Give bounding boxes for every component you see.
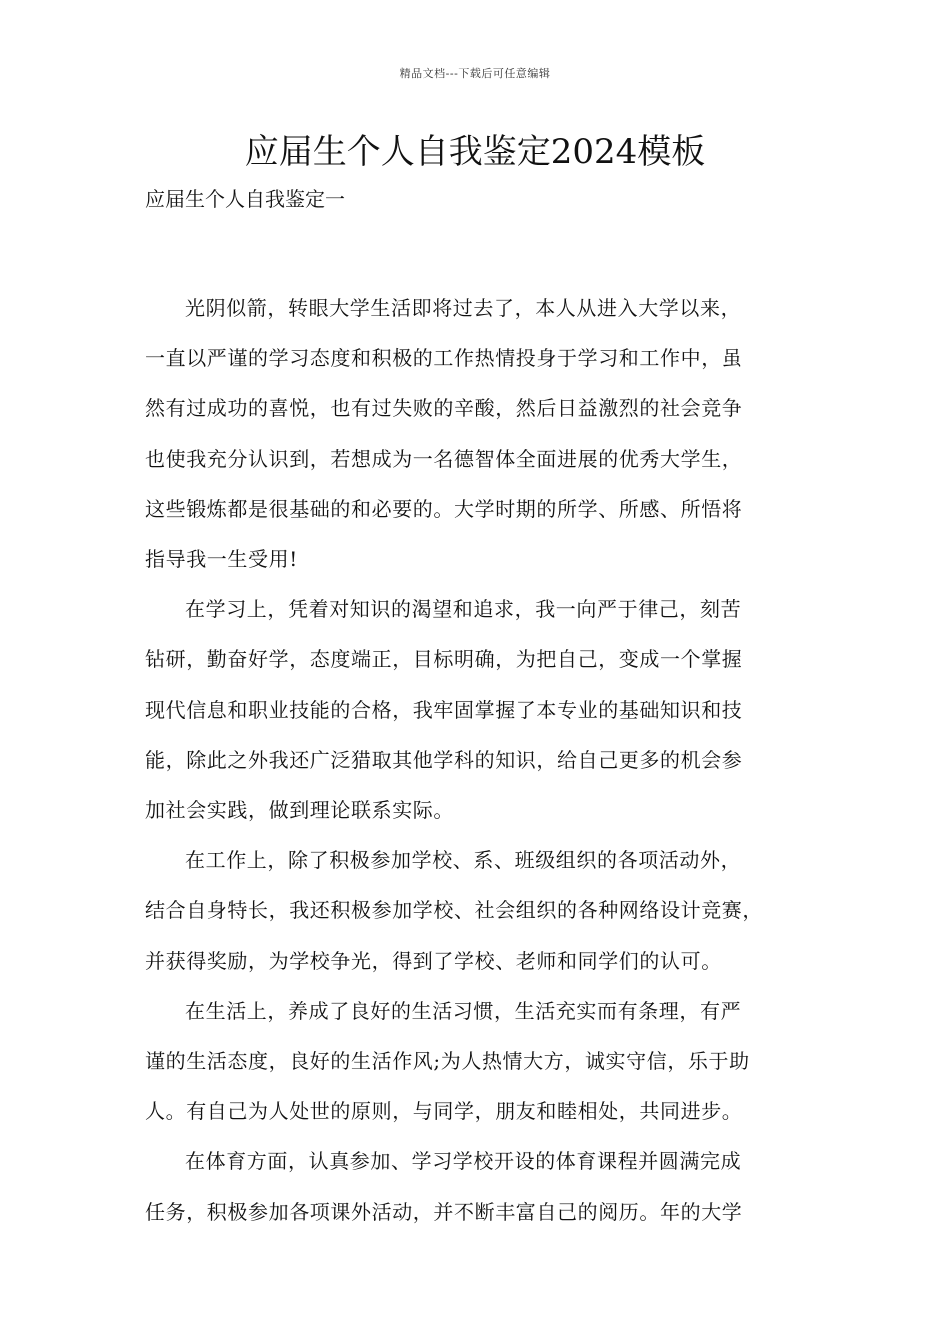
text-line: 能，除此之外我还广泛猎取其他学科的知识，给自己更多的机会参: [145, 747, 743, 772]
header-note: 精品文档---下载后可任意编辑: [399, 67, 551, 80]
text-line: 并获得奖励，为学校争光，得到了学校、老师和同学们的认可。: [145, 948, 722, 973]
paragraph-5: [145, 1136, 810, 1236]
paragraph-2: [145, 584, 810, 835]
text-line: 加社会实践，做到理论联系实际。: [145, 798, 454, 823]
text-line: 一直以严谨的学习态度和积极的工作热情投身于学习和工作中，虽: [145, 346, 743, 371]
text-line: 光阴似箭，转眼大学生活即将过去了，本人从进入大学以来，: [185, 296, 742, 320]
text-line: 谨的生活态度，良好的生活作风;为人热情大方，诚实守信，乐于助: [145, 1049, 750, 1074]
text-line: 在体育方面，认真参加、学习学校开设的体育课程并圆满完成: [185, 1149, 742, 1174]
text-line: 现代信息和职业技能的合格，我牢固掌握了本专业的基础知识和技: [145, 697, 743, 722]
text-line: 结合自身特长，我还积极参加学校、社会组织的各种网络设计竞赛，: [145, 898, 763, 923]
text-line: 钻研，勤奋好学，态度端正，目标明确，为把自己，变成一个掌握: [145, 647, 743, 672]
text-line: 任务，积极参加各项课外活动，并不断丰富自己的阅历。年的大学: [145, 1199, 743, 1224]
text-line: 指导我一生受用!: [145, 547, 298, 572]
section-heading: 应届生个人自我鉴定一: [145, 187, 345, 211]
paragraph-4: [145, 986, 810, 1137]
paragraph-3: [145, 835, 810, 986]
text-line: 这些锻炼都是很基础的和必要的。大学时期的所学、所感、所悟将: [145, 496, 743, 521]
text-line: 在学习上，凭着对知识的渴望和追求，我一向严于律己，刻苦: [185, 597, 742, 622]
text-line: 也使我充分认识到，若想成为一名德智体全面进展的优秀大学生，: [145, 446, 743, 471]
document-title: 应届生个人自我鉴定2024模板: [244, 132, 706, 172]
text-line: 在工作上，除了积极参加学校、系、班级组织的各项活动外，: [185, 848, 742, 873]
document-body: [145, 283, 810, 1237]
paragraph-1: [145, 283, 810, 584]
text-line: 然有过成功的喜悦，也有过失败的辛酸，然后日益激烈的社会竞争: [145, 396, 743, 421]
text-line: 人。有自己为人处世的原则，与同学，朋友和睦相处，共同进步。: [145, 1099, 743, 1124]
text-line: 在生活上，养成了良好的生活习惯，生活充实而有条理，有严: [185, 998, 742, 1023]
